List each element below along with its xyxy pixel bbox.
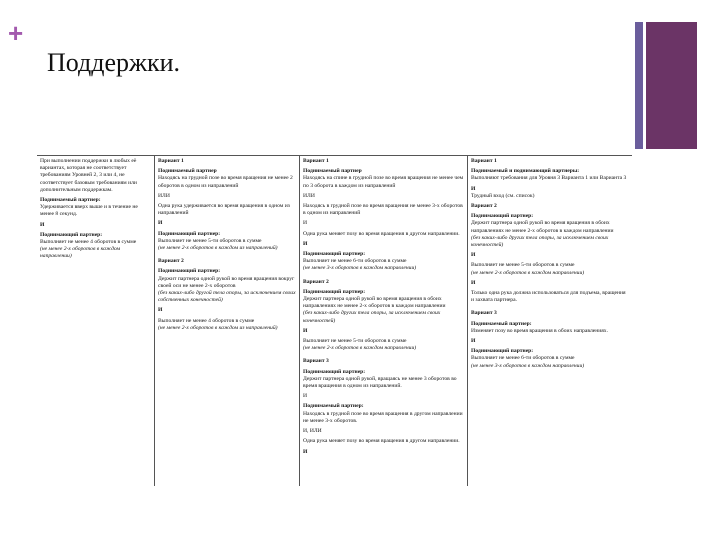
table-column-level-1: [37, 156, 155, 486]
cell-label: Поднимаемый партнер:: [40, 197, 101, 204]
cell-text: Трудный вход (см. список): [471, 192, 535, 199]
cell-text: Выполняет не менее 4 оборотов в сумме: [40, 239, 137, 246]
accent-bar-thin: [635, 22, 643, 149]
slide-title: Поддержки.: [47, 48, 181, 77]
cell-and: И: [303, 393, 308, 400]
cell-label: Поднимаемый партнер: [303, 168, 362, 175]
cell-text: Находясь в грудной позе во время вращения в другом направлении не менее 3-х оборотов.: [303, 410, 463, 424]
cell-text: Выполняют требования для Уровня 3 Варианта 1 или Варианта 3: [471, 175, 627, 182]
cell-and: И: [158, 307, 163, 314]
cell-note: (без каких-либо другой тела опоры, за исключением своих собственных конечностей): [158, 290, 296, 304]
cell-or: ИЛИ: [303, 192, 315, 199]
cell-note: (не менее 3-х оборотов в каждом направлении): [471, 362, 585, 369]
cell-label: Поднимаемый партнер:: [471, 320, 532, 327]
cell-note: (не менее 2-х оборотов в каждом направлении): [303, 345, 417, 352]
variant-label: Вариант 2: [303, 278, 329, 285]
cell-note: (не менее 2-х оборотов в каждом направлении): [471, 269, 585, 276]
variant-label: Вариант 3: [303, 358, 329, 365]
cell-note: (без каких-либо других тела опоры, за исключением своих конечностей): [303, 310, 441, 324]
cell-text: Держит партнера одной рукой, вращаясь не менее 3 оборотов во время вращения в одном из направлений.: [303, 375, 457, 390]
cell-note: (не менее 3-х оборотов в каждом направлении): [303, 265, 417, 272]
cell-text: При выполнении поддержки в любых её вариантах, которая не соответствует требованиям Уровней 2, 3 или 4, не соответствует базовым требованиям или дополнительным поддержкам.: [40, 158, 137, 193]
table-column-level-3: [300, 156, 468, 486]
cell-text: Удерживается вверх выше и в течение не менее 8 секунд.: [40, 204, 138, 218]
cell-label: Поднимающий партнер:: [303, 288, 366, 295]
cell-and: И: [471, 185, 476, 192]
cell-label: Поднимаемый и поднимающий партнеры:: [471, 168, 580, 175]
cell-text: Держит партнера одной рукой во время вращения вокруг своей оси не менее 2-х оборотов: [158, 275, 295, 289]
accent-bar-wide: [646, 22, 697, 149]
cell-text: Только одна рука должна использоваться для подъема, вращения и захвата партнера.: [471, 290, 626, 304]
cell-text: Изменяет позу во время вращения в обоих направлениях.: [471, 327, 609, 334]
cell-text: Выполняет не менее 6-ти оборотов в сумме: [471, 355, 575, 362]
cell-text: Одна рука удерживается во время вращения в одном из направлений: [158, 203, 290, 217]
cell-text: Выполняет не менее 5-ти оборотов в сумме: [303, 338, 407, 345]
cell-note: (не менее 2-х оборотов в каждом направлении): [40, 246, 121, 260]
variant-label: Вариант 3: [471, 310, 497, 317]
variant-label: Вариант 2: [158, 258, 184, 265]
cell-note: (без каких-либо других тела опоры, за исключением своих конечностей): [471, 234, 609, 249]
cell-and: И: [303, 448, 308, 455]
cell-text: Держит партнера одной рукой во время вращения в обоих направлениях не менее 2-х оборотов в каждом направлении: [303, 296, 446, 310]
cell-label: Поднимающий партнер:: [471, 348, 534, 355]
cell-text: Держит партнера одной рукой во время вращения в обоих направлениях не менее 2-х оборотов в каждом направлении: [471, 220, 614, 234]
cell-label: Поднимающий партнер:: [158, 230, 221, 237]
cell-label: Поднимаемый партнер:: [303, 403, 364, 410]
variant-label: Вариант 1: [471, 158, 497, 164]
lifts-requirements-table: [37, 155, 632, 486]
cell-label: Поднимающий партнер:: [303, 251, 366, 258]
cell-or: ИЛИ: [158, 192, 170, 199]
cell-text: Выполняет не менее 4 оборотов в сумме: [158, 317, 255, 324]
cell-text: Находясь на спине в грудной позе во время вращения не менее чем по 3 оборота в каждом из направлений: [303, 175, 464, 189]
cell-label: Поднимающий партнер:: [40, 231, 103, 238]
cell-text: Находясь на грудной позе во время вращения не менее 2 оборотов в одном из направлений: [158, 175, 293, 189]
cell-and: И: [303, 220, 308, 227]
cell-and: И: [471, 252, 476, 259]
cell-text: Выполняет не менее 5-ти оборотов в сумме: [158, 237, 262, 244]
cell-text: Одна рука меняет позу во время вращения в другом направлении.: [303, 438, 460, 445]
cell-and: И: [471, 338, 476, 345]
table-column-level-4: [468, 156, 632, 486]
cell-label: Поднимающий партнер:: [471, 213, 534, 220]
table-column-level-2: [155, 156, 300, 486]
variant-label: Вариант 1: [158, 158, 184, 164]
cell-and: И: [158, 220, 163, 227]
cell-text: Одна рука меняет позу во время вращения в другом направлении.: [303, 230, 460, 237]
plus-decoration-icon: +: [8, 18, 24, 48]
cell-label: Поднимающий партнер:: [158, 268, 221, 275]
variant-label: Вариант 1: [303, 158, 329, 164]
cell-label: Поднимаемый партнер: [158, 168, 217, 175]
cell-and: И: [40, 221, 45, 228]
variant-label: Вариант 2: [471, 203, 497, 210]
cell-label: Поднимающий партнер:: [303, 368, 366, 375]
cell-note: (не менее 2-х оборотов в каждом из направлений): [158, 324, 278, 331]
cell-and: И: [303, 240, 308, 247]
cell-and: И: [303, 327, 308, 334]
cell-text: Выполняет не менее 6-ти оборотов в сумме: [303, 258, 407, 265]
cell-and: И: [471, 279, 476, 286]
cell-and-or: И, ИЛИ: [303, 428, 322, 435]
cell-text: Находясь в грудной позе во время вращения не менее 3-х оборотов в одном из направлений: [303, 203, 463, 217]
cell-note: (не менее 2-х оборотов в каждом из направлений): [158, 245, 278, 252]
cell-text: Выполняет не менее 5-ти оборотов в сумме: [471, 262, 575, 269]
